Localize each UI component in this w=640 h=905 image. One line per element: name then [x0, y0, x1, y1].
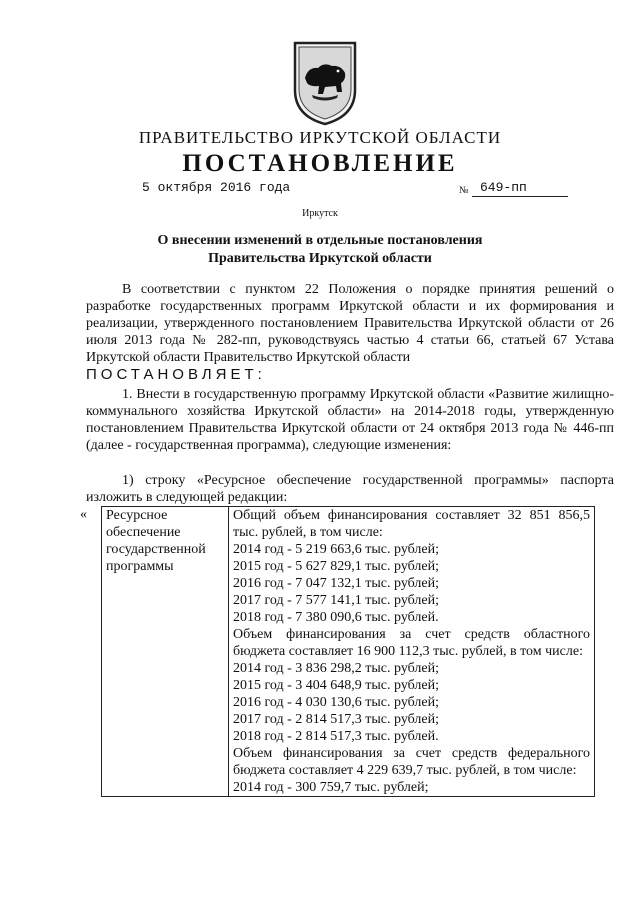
- federal-funding: Объем финансирования за счет средств федерального бюджета составляет 4 229 639,7 тыс. рублей, в том числе:: [233, 746, 590, 778]
- regional-year-line: 2016 год - 4 030 130,6 тыс. рублей;: [233, 695, 440, 710]
- federal-year-line: 2014 год - 300 759,7 тыс. рублей;: [233, 780, 429, 795]
- number-sign: №: [459, 185, 469, 196]
- city-name: Иркутск: [302, 208, 338, 219]
- resource-label-cell: [102, 507, 229, 797]
- total-funding: Общий объем финансирования составляет 32 851 856,5 тыс. рублей, в том числе:: [233, 508, 590, 540]
- decides-word: ПОСТАНОВЛЯЕТ:: [86, 366, 266, 383]
- resource-label: Ресурсное обеспечение государственной программы: [106, 508, 206, 574]
- regional-year-line: 2018 год - 2 814 517,3 тыс. рублей.: [233, 729, 439, 744]
- total-year-line: 2014 год - 5 219 663,6 тыс. рублей;: [233, 542, 440, 557]
- document-number: 649-пп: [472, 180, 568, 197]
- total-year-line: 2016 год - 7 047 132,1 тыс. рублей;: [233, 576, 440, 591]
- regional-year-line: 2014 год - 3 836 298,2 тыс. рублей;: [233, 661, 440, 676]
- total-year-line: 2015 год - 5 627 829,1 тыс. рублей;: [233, 559, 440, 574]
- regional-year-line: 2015 год - 3 404 648,9 тыс. рублей;: [233, 678, 440, 693]
- document-type: ПОСТАНОВЛЕНИЕ: [182, 150, 458, 177]
- item-1-paragraph: 1. Внести в государственную программу Иркутской области «Развитие жилищно-коммунального хозяйства Иркутской области» на 2014-2018 годы, утвержденную постановлением Правительства Иркутской области от 24 октября 2013 года № 446-пп (далее - государственная программа), следующие изменения:: [86, 387, 614, 453]
- resource-value-cell: [229, 507, 595, 797]
- item-1-1-paragraph: 1) строку «Ресурсное обеспечение государственной программы» паспорта изложить в следующей редакции:: [86, 473, 614, 505]
- table-row: [102, 507, 595, 797]
- regional-year-line: 2017 год - 2 814 517,3 тыс. рублей;: [233, 712, 440, 727]
- total-year-line: 2017 год - 7 577 141,1 тыс. рублей;: [233, 593, 440, 608]
- document-heading: О внесении изменений в отдельные постановления Правительства Иркутской области: [157, 233, 483, 266]
- intro-paragraph: В соответствии с пунктом 22 Положения о порядке принятия решений о разработке государственных программ Иркутской области и их формирования и реализации, утвержденного постановлением Правительства Иркутской области от 26 июля 2013 года № 282-пп, руководствуясь частью 4 статьи 66, статьей 67 Устава Иркутской области Правительство Иркутской области: [86, 282, 614, 365]
- regional-funding: Объем финансирования за счет средств областного бюджета составляет 16 900 112,3 тыс. рублей, в том числе:: [233, 627, 590, 659]
- resource-table: [101, 506, 595, 797]
- coat-of-arms-icon: [292, 40, 358, 126]
- government-name: ПРАВИТЕЛЬСТВО ИРКУТСКОЙ ОБЛАСТИ: [138, 128, 502, 147]
- document-date: 5 октября 2016 года: [142, 180, 291, 195]
- total-year-line: 2018 год - 7 380 090,6 тыс. рублей.: [233, 610, 439, 625]
- opening-quote: «: [80, 507, 87, 522]
